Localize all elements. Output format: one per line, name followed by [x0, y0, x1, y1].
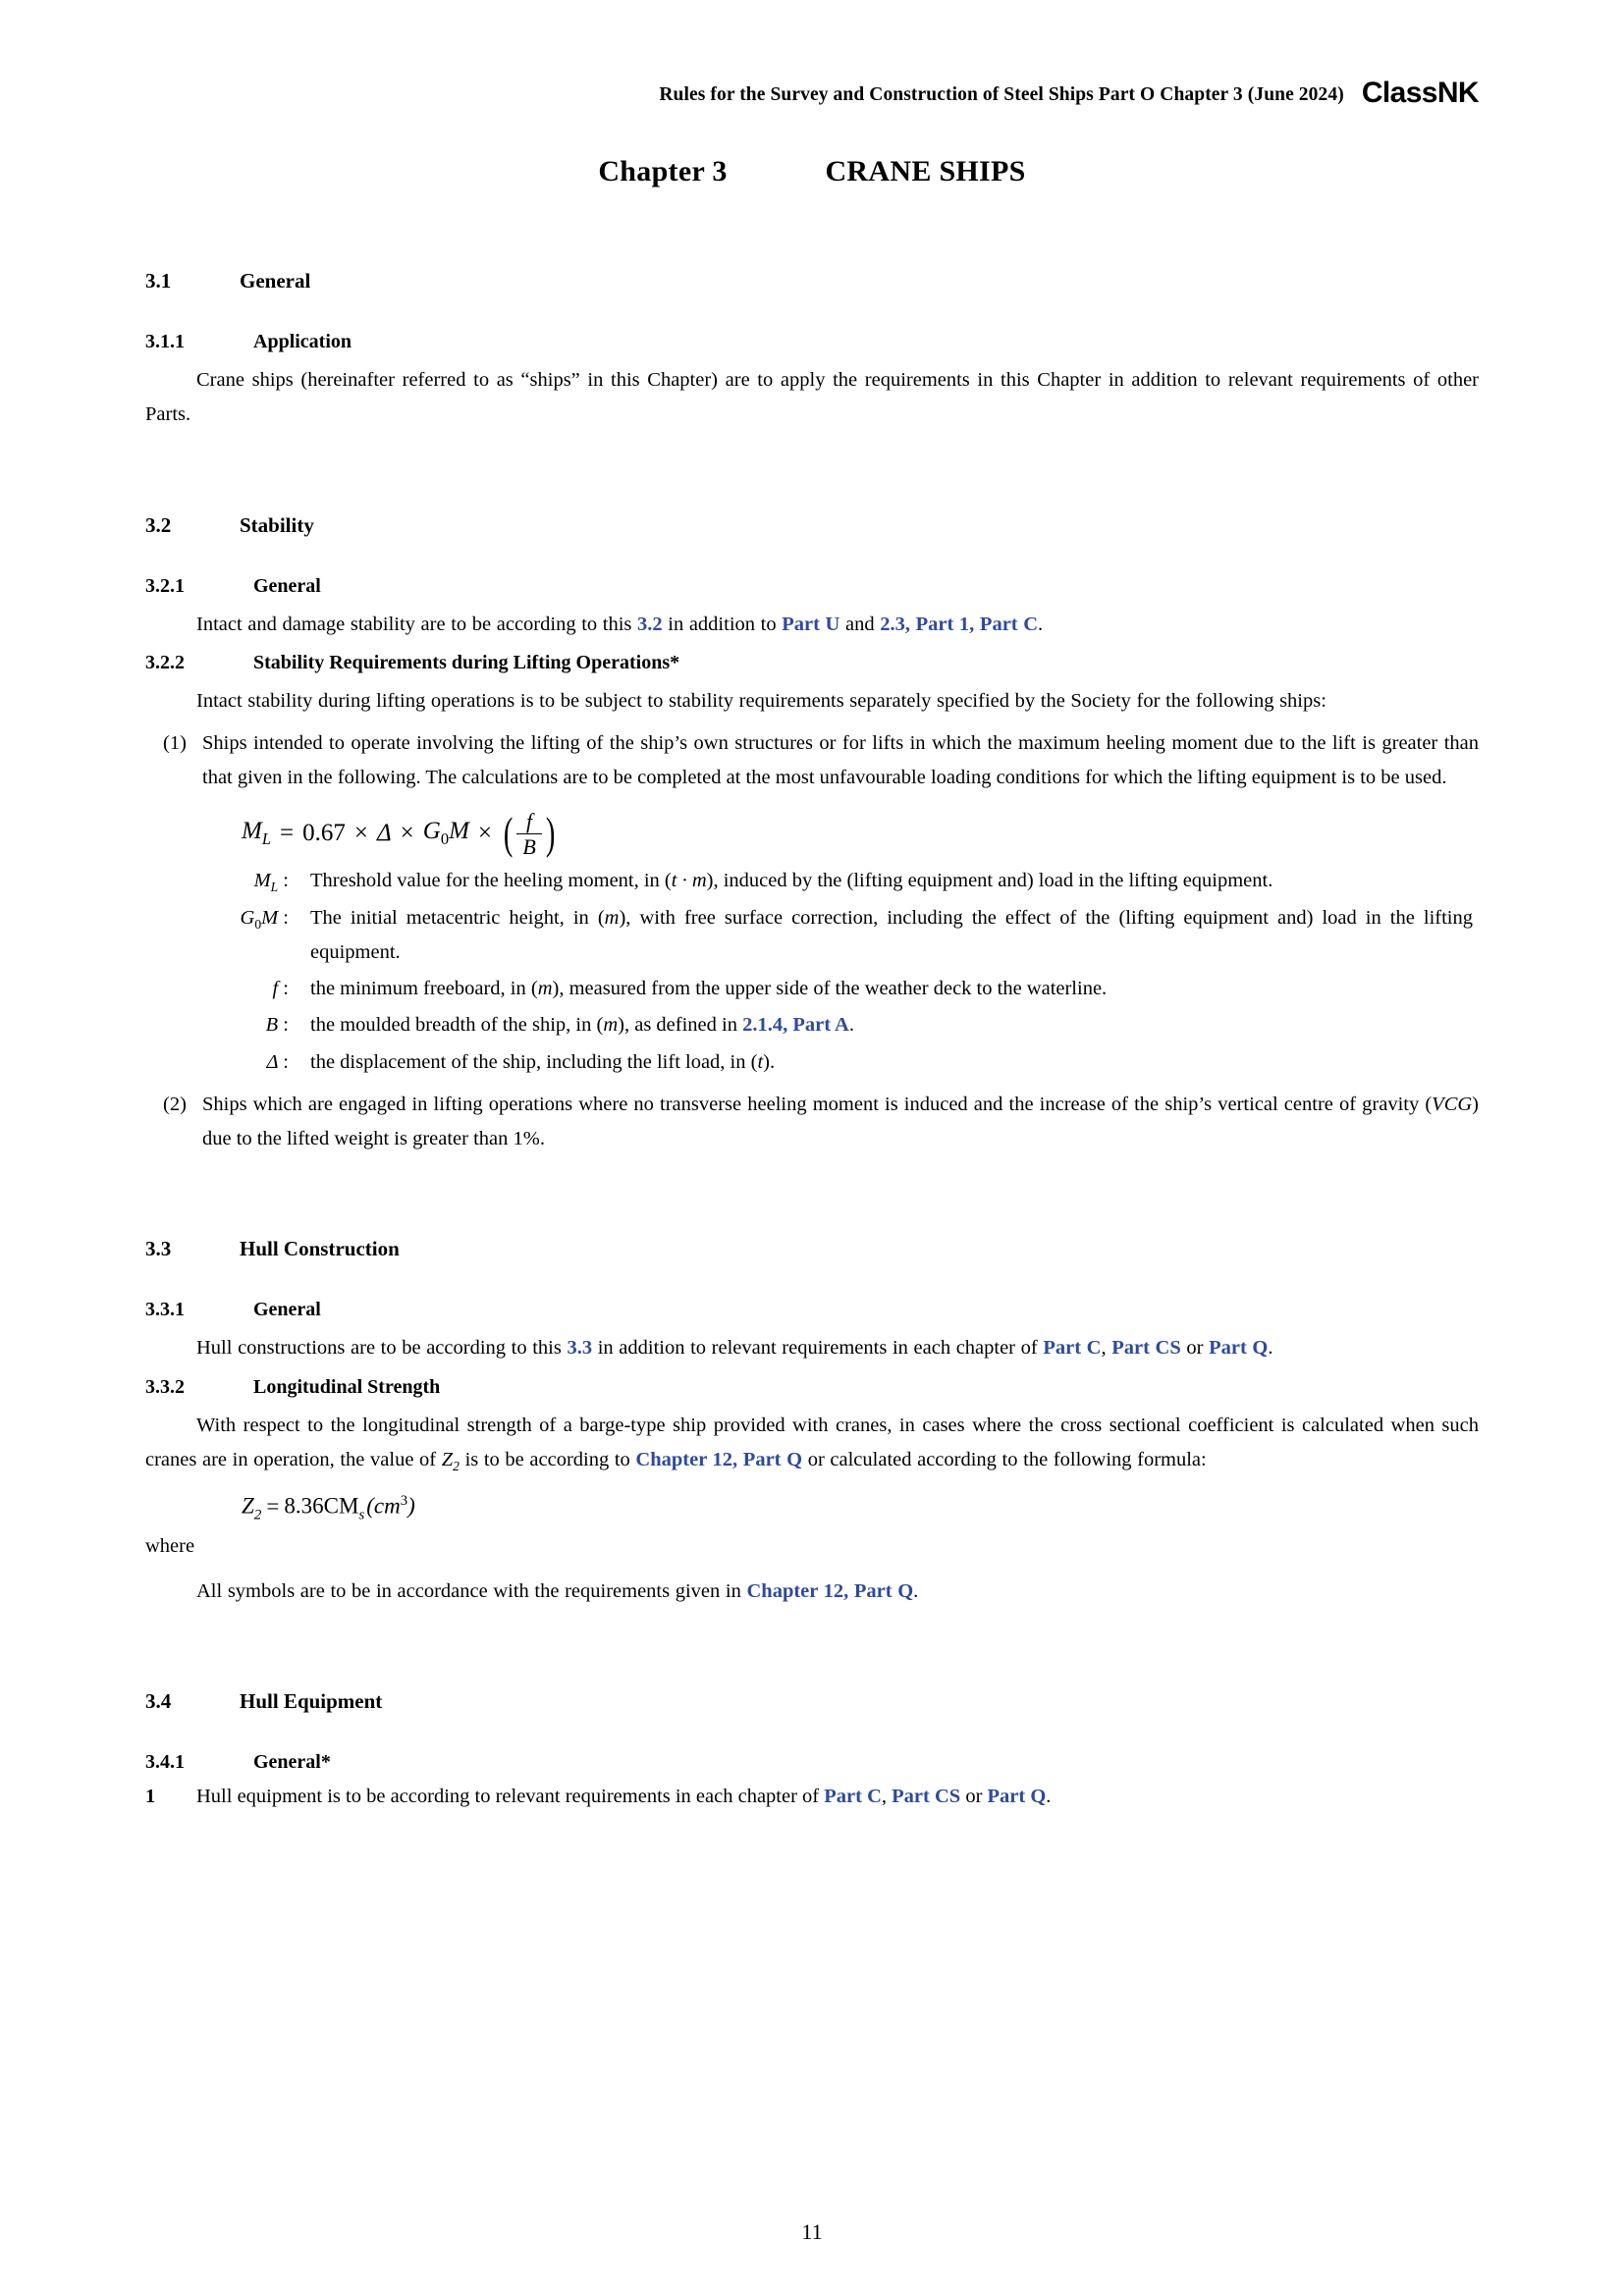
- section-heading-3-1-1: [145, 331, 1479, 353]
- section-heading-3-3-1: [145, 1299, 1479, 1321]
- text-fragment: .: [1038, 613, 1044, 635]
- paragraph-3-2-1: [145, 608, 1479, 642]
- symbol-z2: $Z_2$: [441, 1448, 460, 1473]
- paragraph-3-1-1: Crane ships (hereinafter referred to as “ships” in this Chapter) are to apply the requirements in this Chapter in addition to relevant requirements of other Parts.: [145, 369, 1479, 426]
- chapter-name: CRANE SHIPS: [825, 155, 1026, 187]
- section-heading-3-2-2: [145, 652, 1479, 674]
- definition-row: [145, 1008, 1479, 1042]
- xref-2-1-4-part-a[interactable]: 2.1.4, Part A: [742, 1014, 849, 1037]
- formula-coefficient: 0.67: [302, 820, 346, 847]
- section-heading-3-2: [145, 513, 1479, 538]
- stability-ships-list-2: [145, 1088, 1479, 1157]
- definition-term: B :: [265, 1014, 289, 1037]
- section-label-3-4-1: General*: [253, 1750, 331, 1773]
- where-label: where: [145, 1535, 195, 1558]
- xref-part-cs-2[interactable]: Part CS: [892, 1785, 961, 1807]
- page-title: [145, 155, 1479, 188]
- fraction-numerator: f: [526, 808, 533, 833]
- running-header-title: Rules for the Survey and Construction of Steel Ships Part O Chapter 3 (June 2024): [659, 84, 1344, 105]
- section-label-3-3-2: Longitudinal Strength: [253, 1375, 441, 1398]
- section-number-3-1: 3.1: [145, 269, 172, 293]
- section-number-3-4: 3.4: [145, 1688, 172, 1713]
- text-fragment: in addition to: [662, 613, 783, 635]
- definition-description: The initial metacentric height, in (m), with free surface correction, including the effect of the (lifting equipment and) load in the lifting equipment.: [310, 906, 1473, 963]
- list-marker-2: (2): [163, 1093, 187, 1115]
- stability-ships-list: [145, 726, 1479, 796]
- list-item: [145, 726, 1479, 796]
- definition-description: Threshold value for the heeling moment, in (t · m), induced by the (lifting equipment and) load in the lifting equipment.: [310, 870, 1273, 892]
- formula-fraction-group: [501, 810, 558, 859]
- section-label-3-2-1: General: [253, 574, 321, 597]
- list-item: [145, 1088, 1479, 1157]
- xref-2-3-part-1-part-c[interactable]: 2.3, Part 1, Part C: [880, 613, 1039, 635]
- xref-part-cs[interactable]: Part CS: [1111, 1337, 1181, 1360]
- list-text-2: Ships which are engaged in lifting operations where no transverse heeling moment is induced and the increase of the ship’s vertical centre of gravity (VCG) due to the lifted weight is greater than 1%.: [202, 1093, 1479, 1150]
- paragraph-3-3-2: With respect to the longitudinal strength of a barge-type ship provided with cranes, in cases where the cross sectional coefficient is calculated when such cranes are in operation, the value of $Z_2$ is to be according to Chapter 12, Part Q or calculated according to the following formula:: [145, 1414, 1479, 1473]
- section-label-3-3-1: General: [253, 1299, 321, 1321]
- formula-fraction: [516, 810, 541, 859]
- xref-part-c-2[interactable]: Part C: [824, 1785, 882, 1807]
- xref-part-q-2[interactable]: Part Q: [987, 1785, 1047, 1807]
- section-number-3-4-1: 3.4.1: [145, 1750, 185, 1773]
- paren-close: ): [545, 808, 556, 859]
- section-heading-3-4: [145, 1689, 1479, 1714]
- xref-chapter-12-part-q-2[interactable]: Chapter 12, Part Q: [746, 1579, 914, 1602]
- definition-row: [145, 972, 1479, 1006]
- xref-part-q[interactable]: Part Q: [1209, 1337, 1269, 1360]
- formula-heeling-moment: [242, 810, 1479, 859]
- section-number-3-2: 3.2: [145, 512, 172, 537]
- paragraph-text: Hull equipment is to be according to relevant requirements in each chapter of Part C, Part CS or Part Q.: [196, 1785, 1052, 1807]
- section-number-3-3-2: 3.3.2: [145, 1375, 185, 1398]
- section-number-3-2-2: 3.2.2: [145, 651, 185, 673]
- section-heading-3-1: [145, 269, 1479, 294]
- xref-chapter-12-part-q[interactable]: Chapter 12, Part Q: [635, 1448, 803, 1470]
- section-label-3-1-1: Application: [253, 331, 352, 352]
- definition-term: $G_0M$ :: [240, 906, 289, 932]
- formula-times-1: ×: [353, 820, 368, 847]
- symbol-definition-list: [145, 864, 1479, 1080]
- formula-times-3: ×: [477, 820, 493, 847]
- list-marker-1: (1): [163, 732, 187, 754]
- running-header: [145, 77, 1479, 116]
- paragraph-3-3-1: Hull constructions are to be according to this 3.3 in addition to relevant requirements in each chapter of Part C, Part CS or Part Q.: [196, 1337, 1273, 1360]
- paragraph-3-2-2: Intact stability during lifting operations is to be subject to stability requirements separately specified by the Society for the following ships:: [196, 689, 1326, 712]
- formula-gm: $G_0M$: [422, 818, 469, 849]
- definition-term: $M_L$ :: [253, 870, 289, 895]
- section-label-3-4: Hull Equipment: [240, 1688, 383, 1713]
- xref-3-2[interactable]: 3.2: [637, 613, 663, 635]
- page-number: 11: [801, 2219, 823, 2244]
- definition-row: [145, 901, 1479, 971]
- definition-term: f :: [272, 978, 289, 1000]
- formula-times-2: ×: [400, 820, 414, 847]
- text-fragment: Intact and damage stability are to be according to this: [196, 613, 638, 635]
- xref-3-3[interactable]: 3.3: [567, 1337, 593, 1360]
- section-label-3-2: Stability: [240, 512, 314, 537]
- section-number-3-1-1: 3.1.1: [145, 331, 185, 352]
- text-fragment: and: [839, 613, 881, 635]
- definition-description: the moulded breadth of the ship, in (m), as defined in 2.1.4, Part A.: [310, 1014, 854, 1037]
- formula-section-modulus: $Z_2 = 8.36CM_s$ $(cm^3)$: [242, 1493, 415, 1523]
- paragraph-3-4-1-item-1: [145, 1780, 1479, 1814]
- formula-equals: =: [280, 820, 295, 847]
- formula-displacement: Δ: [376, 820, 392, 847]
- section-heading-3-2-1: [145, 575, 1479, 598]
- xref-part-c[interactable]: Part C: [1043, 1337, 1102, 1360]
- paragraph-marker-1: 1: [145, 1785, 156, 1807]
- xref-part-u[interactable]: Part U: [782, 613, 840, 635]
- section-number-3-2-1: 3.2.1: [145, 574, 185, 597]
- section-number-3-3: 3.3: [145, 1237, 172, 1261]
- paragraph-where-symbols: All symbols are to be in accordance with the requirements given in Chapter 12, Part Q.: [196, 1579, 919, 1602]
- formula-lhs: $M_L$: [242, 818, 272, 849]
- definition-description: the minimum freeboard, in (m), measured from the upper side of the weather deck to the waterline.: [310, 978, 1108, 1000]
- section-heading-3-3: [145, 1237, 1479, 1261]
- classnk-logo: ClassNK: [1361, 77, 1479, 109]
- section-number-3-3-1: 3.3.1: [145, 1299, 185, 1321]
- section-heading-3-4-1: [145, 1751, 1479, 1774]
- definition-row: [145, 864, 1479, 898]
- section-heading-3-3-2: [145, 1376, 1479, 1399]
- chapter-number: Chapter 3: [598, 155, 728, 187]
- definition-term: Δ :: [266, 1050, 289, 1073]
- definition-row: [145, 1045, 1479, 1080]
- definition-description: the displacement of the ship, including the lift load, in (t).: [310, 1050, 776, 1073]
- section-label-3-1: General: [240, 269, 311, 293]
- fraction-denominator: B: [522, 834, 536, 860]
- section-label-3-2-2: Stability Requirements during Lifting Operations*: [253, 651, 680, 673]
- list-text-1: Ships intended to operate involving the lifting of the ship’s own structures or for lifts in which the maximum heeling moment due to the lift is greater than that given in the following. The calculations are to be completed at the most unfavourable loading conditions for which the lifting equipment is to be used.: [202, 732, 1479, 789]
- paren-open: (: [503, 808, 514, 859]
- section-label-3-3: Hull Construction: [240, 1237, 400, 1261]
